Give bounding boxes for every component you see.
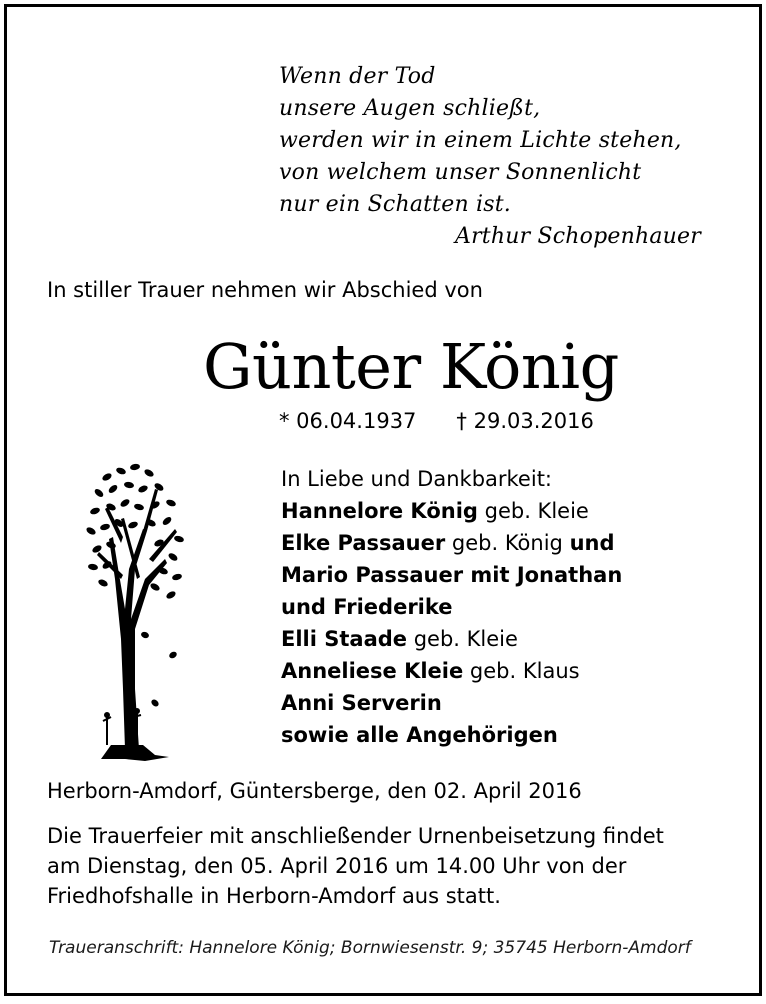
deceased-name: Günter König (203, 330, 619, 403)
obituary-notice (4, 4, 762, 996)
mourner-line: Mario Passauer mit Jonathan (281, 563, 623, 587)
mourners-heading: In Liebe und Dankbarkeit: (281, 467, 553, 491)
mourner-line: und Friederike (281, 595, 453, 619)
mourner-line: Elke Passauer geb. König und (281, 531, 615, 555)
funeral-line: am Dienstag, den 05. April 2016 um 14.00 Uhr von der (47, 854, 627, 878)
death-date: † 29.03.2016 (456, 409, 594, 433)
mourning-address: Traueranschrift: Hannelore König; Bornwiesenstr. 9; 35745 Herborn-Amdorf (49, 938, 691, 958)
tree-icon (85, 459, 185, 769)
birth-date: * 06.04.1937 (279, 409, 417, 433)
mourners-list (281, 463, 622, 751)
quote-line: unsere Augen schließt, (279, 96, 541, 121)
mourner-line: Anni Serverin (281, 691, 442, 715)
mourner-line: Elli Staade geb. Kleie (281, 627, 518, 651)
funeral-info (47, 821, 737, 911)
mourner-line: Hannelore König geb. Kleie (281, 499, 589, 523)
mourner-line: sowie alle Angehörigen (281, 723, 558, 747)
funeral-line: Friedhofshalle in Herborn-Amdorf aus statt. (47, 884, 501, 908)
quote-author: Arthur Schopenhauer (455, 224, 701, 249)
mourner-line: Anneliese Kleie geb. Klaus (281, 659, 580, 683)
intro-text: In stiller Trauer nehmen wir Abschied von (47, 278, 483, 302)
quote-line: Wenn der Tod (279, 64, 436, 89)
life-dates (279, 405, 594, 437)
quote-line: von welchem unser Sonnenlicht (279, 160, 642, 185)
funeral-line: Die Trauerfeier mit anschließender Urnenbeisetzung findet (47, 824, 664, 848)
place-and-date: Herborn-Amdorf, Güntersberge, den 02. April 2016 (47, 779, 582, 803)
quote (279, 61, 701, 249)
quote-line: werden wir in einem Lichte stehen, (279, 128, 682, 153)
quote-line: nur ein Schatten ist. (279, 192, 511, 217)
